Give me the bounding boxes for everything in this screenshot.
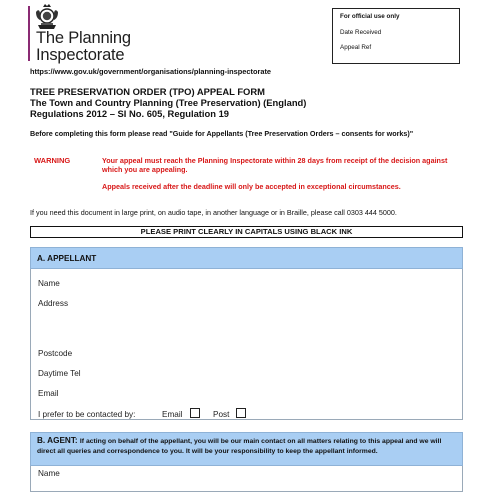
warning-text-2: Appeals received after the deadline will only be accepted in exceptional circumstances. [102, 182, 401, 191]
title-line-3: Regulations 2012 – SI No. 605, Regulation 19 [30, 108, 230, 119]
section-b-title: B. AGENT: [37, 436, 78, 445]
section-b-heading [30, 432, 463, 466]
title-line-2: The Town and Country Planning (Tree Preservation) (England) [30, 97, 307, 108]
print-notice: PLEASE PRINT CLEARLY IN CAPITALS USING BLACK INK [30, 226, 463, 238]
appeal-ref-label: Appeal Ref [340, 44, 372, 51]
contact-preference-label: I prefer to be contacted by: [38, 410, 136, 419]
logo-line-2: Inspectorate [36, 46, 125, 64]
warning-text-1: Your appeal must reach the Planning Inspectorate within 28 days from receipt of the decision against which you are appealing. [102, 156, 448, 174]
official-use-box [332, 8, 460, 64]
royal-crest-icon [34, 4, 60, 32]
section-a-panel [30, 247, 463, 420]
appellant-tel-label: Daytime Tel [38, 369, 81, 378]
accessibility-note: If you need this document in large print, on audio tape, in another language or in Braille, please call 0303 444 5000. [30, 208, 397, 217]
contact-email-option-label: Email [162, 410, 183, 419]
warning-label: WARNING [34, 156, 71, 165]
section-a-heading: A. APPELLANT [30, 247, 463, 269]
official-use-heading: For official use only [340, 13, 400, 20]
contact-post-option-label: Post [213, 410, 230, 419]
contact-post-checkbox[interactable] [236, 408, 246, 418]
logo-divider [28, 6, 30, 61]
logo-text [36, 30, 131, 64]
logo-line-1: The Planning [36, 29, 131, 47]
appellant-name-label: Name [38, 279, 60, 288]
date-received-label: Date Received [340, 29, 382, 36]
appellant-address-label: Address [38, 299, 69, 308]
website-url[interactable]: https://www.gov.uk/government/organisations/planning-inspectorate [30, 67, 272, 76]
appellant-email-label: Email [38, 389, 59, 398]
appellant-postcode-label: Postcode [38, 349, 73, 358]
guide-note: Before completing this form please read "Guide for Appellants (Tree Preservation Orders – consents for works)" [30, 129, 414, 138]
title-line-1: TREE PRESERVATION ORDER (TPO) APPEAL FORM [30, 86, 265, 97]
agent-name-label: Name [38, 469, 60, 478]
section-b-description: If acting on behalf of the appellant, you will be our main contact on all matters relating to this appeal and we will direct all queries and correspondence to you. It will be your responsibility to keep the appellant informed. [37, 438, 442, 455]
warning-text [102, 156, 460, 199]
form-title [30, 86, 460, 119]
contact-email-checkbox[interactable] [190, 408, 200, 418]
